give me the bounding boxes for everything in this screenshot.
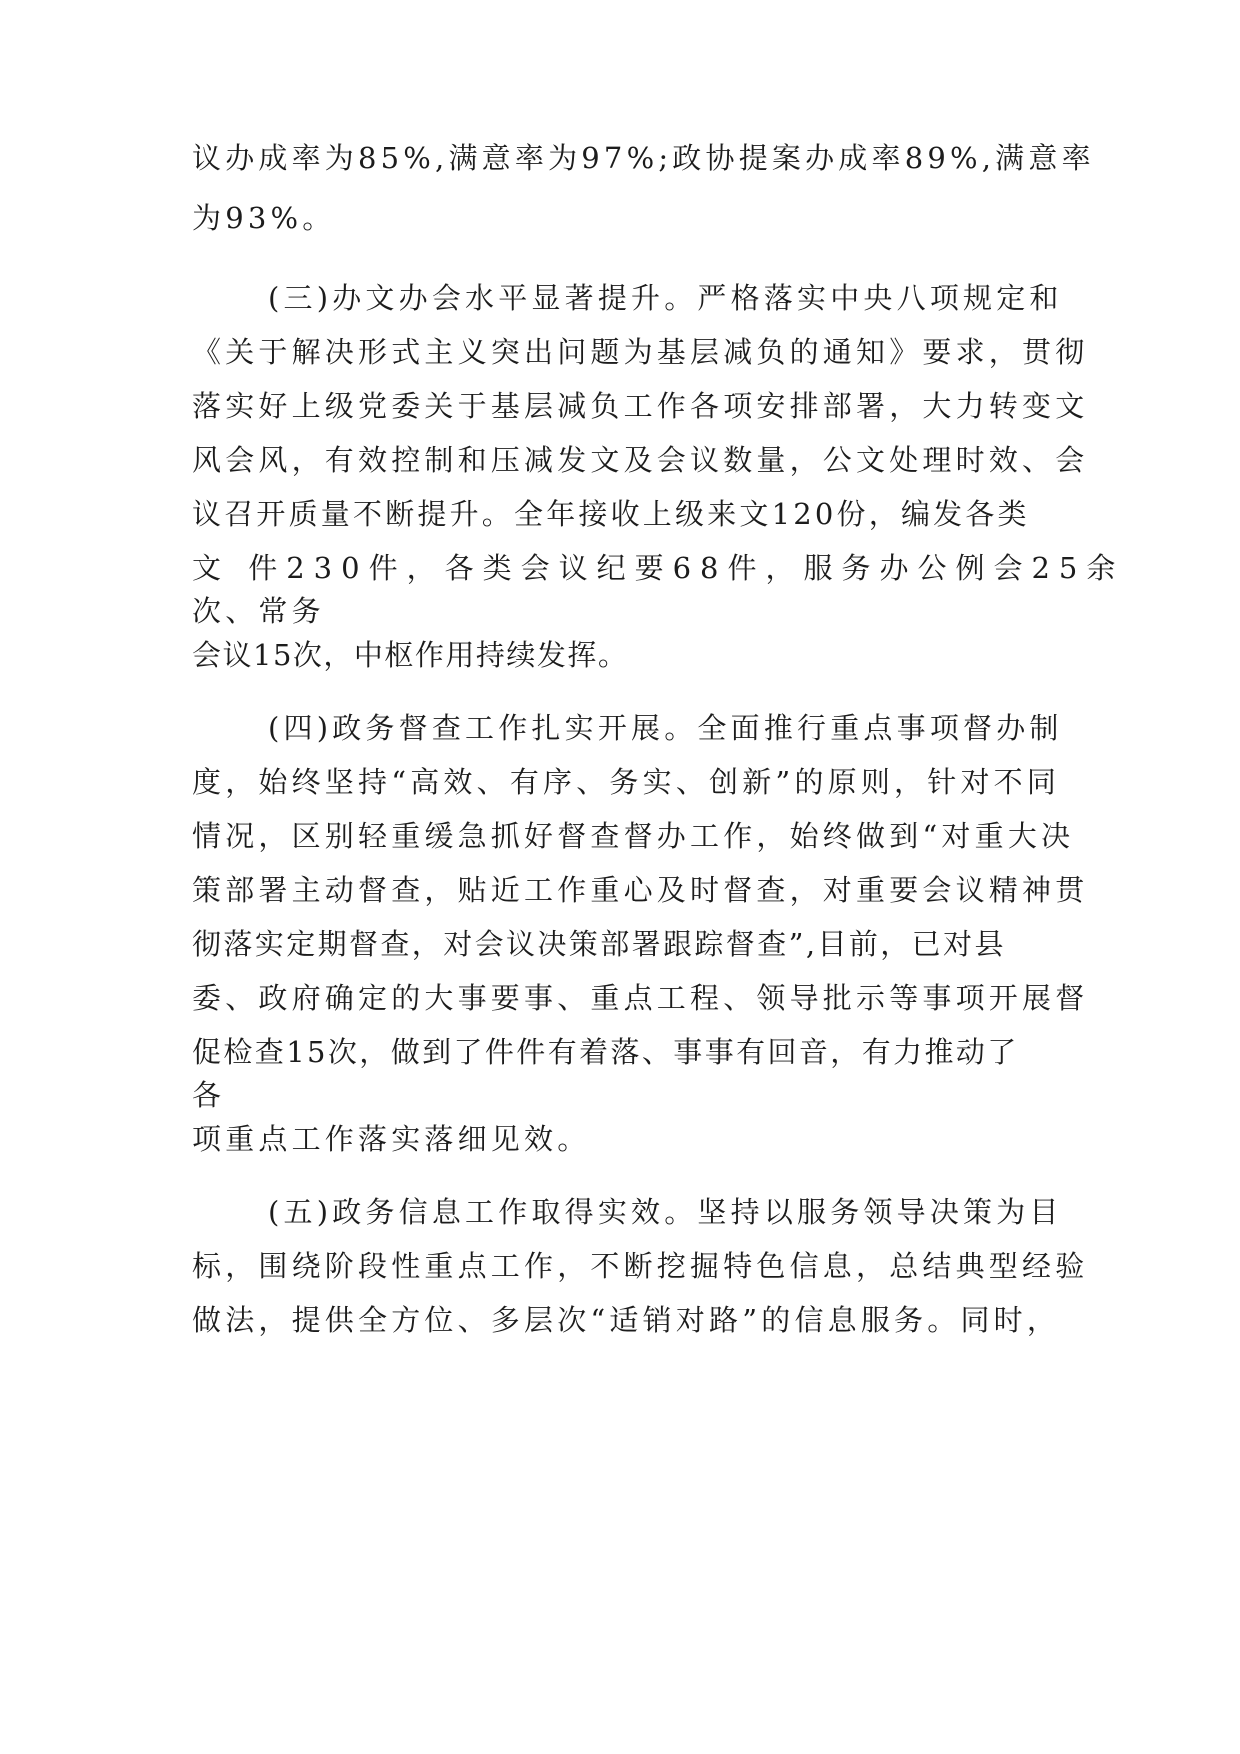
text-line: 文 件230件，各类会议纪要68件，服务办公例会25余: [192, 551, 1125, 585]
text-line: 标，围绕阶段性重点工作，不断挖掘特色信息，总结典型经验: [192, 1249, 1089, 1283]
text-line: 度，始终坚持“高效、有序、务实、创新”的原则，针对不同: [192, 765, 1061, 799]
text-line: 《关于解决形式主义突出问题为基层减负的通知》要求，贯彻: [192, 335, 1089, 369]
text-line: 促检查15次，做到了件件有着落、事事有回音，有力推动了: [192, 1035, 1019, 1069]
text-line: 委、政府确定的大事要事、重点工程、领导批示等事项开展督: [192, 981, 1089, 1015]
text-line: 议办成率为85%,满意率为97%;政协提案办成率89%,满意率: [192, 141, 1095, 175]
text-line: 彻落实定期督查，对会议决策部署跟踪督查”,目前，已对县: [192, 927, 1006, 961]
paragraph-heading-4: (四)政务督查工作扎实开展。全面推行重点事项督办制: [268, 711, 1063, 745]
text-line: 落实好上级党委关于基层减负工作各项安排部署，大力转变文: [192, 389, 1089, 423]
paragraph-heading-5: (五)政务信息工作取得实效。坚持以服务领导决策为目: [268, 1195, 1063, 1229]
text-line: 次、常务: [192, 594, 325, 628]
text-line: 做法，提供全方位、多层次“适销对路”的信息服务。同时，: [192, 1303, 1061, 1337]
paragraph-heading-3: (三)办文办会水平显著提升。严格落实中央八项规定和: [268, 281, 1063, 315]
text-line: 会议15次，中枢作用持续发挥。: [192, 638, 629, 672]
text-line: 风会风，有效控制和压减发文及会议数量，公文处理时效、会: [192, 443, 1089, 477]
text-line: 议召开质量不断提升。全年接收上级来文120份，编发各类: [192, 497, 1030, 531]
text-line: 各: [192, 1078, 226, 1112]
text-line: 为93%。: [192, 201, 336, 235]
text-line: 项重点工作落实落细见效。: [192, 1122, 591, 1156]
text-line: 情况，区别轻重缓急抓好督查督办工作，始终做到“对重大决: [192, 819, 1075, 853]
text-line: 策部署主动督查，贴近工作重心及时督查，对重要会议精神贯: [192, 873, 1089, 907]
